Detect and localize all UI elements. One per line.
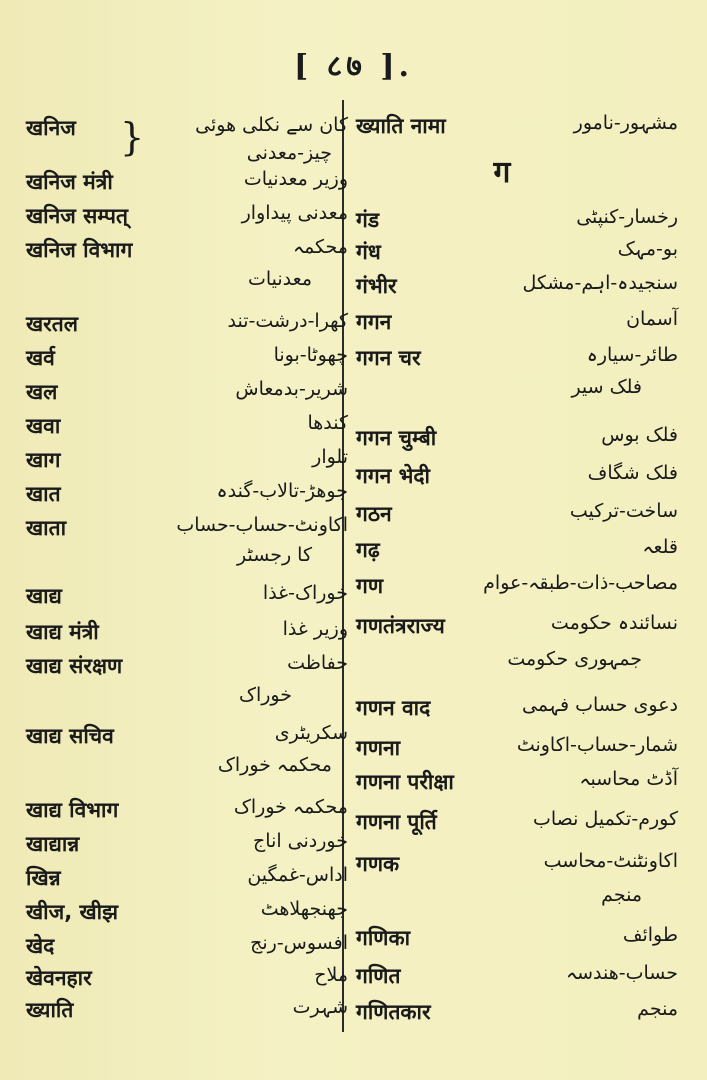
urdu-meaning: حفاظت — [287, 652, 348, 674]
entry-row — [352, 110, 682, 146]
urdu-meaning: دعوی حساب فہمی — [522, 694, 678, 716]
urdu-meaning: خوردنی اناج — [253, 830, 348, 852]
hindi-word: खेद — [26, 934, 55, 958]
hindi-word: खाता — [26, 516, 67, 540]
urdu-meaning: چھوٹا-بونا — [273, 344, 348, 366]
urdu-meaning-continued: جمہوری حکومت — [507, 648, 642, 670]
entry-row — [352, 270, 682, 306]
urdu-meaning: جوھڑ-تالاب-گندہ — [216, 480, 348, 502]
entry-continuation — [352, 374, 682, 408]
urdu-meaning: فلک بوس — [601, 424, 678, 446]
urdu-meaning: اکاونٹ-حساب-حساب — [176, 514, 348, 536]
entry-row — [22, 616, 352, 652]
hindi-word: खल — [26, 380, 58, 404]
urdu-meaning-continued: منجم — [601, 884, 642, 906]
entry-row — [352, 306, 682, 342]
urdu-meaning: وزیر معدنیات — [243, 168, 348, 190]
hindi-word: खर्व — [26, 346, 55, 370]
urdu-meaning: سنجیدہ-اہم-مشکل — [522, 272, 678, 294]
entry-row — [352, 848, 682, 884]
urdu-meaning: سکریٹری — [274, 722, 348, 744]
urdu-meaning: طائر-سیارہ — [586, 344, 678, 366]
hindi-word: खाद्य — [26, 584, 62, 608]
hindi-word: गणितकार — [356, 1000, 431, 1024]
hindi-word: गंध — [356, 240, 381, 264]
urdu-meaning: کندھا — [307, 412, 348, 434]
section-letter: ग — [493, 155, 511, 190]
hindi-word: खिन्न — [26, 866, 61, 890]
entry-row — [22, 650, 352, 686]
hindi-word: ख्याति — [26, 998, 74, 1022]
entry-row — [352, 996, 682, 1032]
entry-row — [22, 962, 352, 998]
entry-row — [22, 410, 352, 446]
hindi-word: गगन — [356, 310, 392, 334]
page-number: [ ८७ ]. — [294, 49, 413, 84]
urdu-meaning: طوائف — [622, 924, 678, 946]
entry-row — [22, 862, 352, 898]
hindi-word: खरतल — [26, 312, 78, 336]
entry-row — [352, 806, 682, 842]
urdu-meaning: رخسار-کنپٹی — [576, 206, 678, 228]
entry-row — [22, 234, 352, 270]
entry-row — [352, 534, 682, 570]
urdu-meaning: تلوار — [312, 446, 348, 468]
urdu-meaning-continued: محکمہ خوراک — [217, 754, 332, 776]
entry-row — [352, 460, 682, 496]
entry-row — [352, 732, 682, 768]
entry-row — [22, 376, 352, 412]
hindi-word: खनिज मंत्री — [26, 170, 113, 194]
hindi-word: खवा — [26, 414, 61, 438]
hindi-word: खनिज विभाग — [26, 238, 133, 262]
hindi-word: गंड — [356, 208, 380, 232]
entry-continuation — [352, 882, 682, 916]
hindi-word: गणित — [356, 964, 401, 988]
urdu-meaning: افسوس-رنج — [250, 932, 348, 954]
entry-row — [22, 308, 352, 344]
hindi-word: गगन भेदी — [356, 464, 430, 488]
urdu-meaning: وزیر غذا — [282, 618, 348, 640]
hindi-word: ख्याति नामा — [356, 114, 446, 138]
urdu-meaning: ملاح — [314, 964, 348, 986]
hindi-word: गगन चुम्बी — [356, 426, 437, 450]
urdu-meaning: کھرا-درشت-تند — [227, 310, 348, 332]
entry-row — [22, 200, 352, 236]
entry-row — [22, 580, 352, 616]
urdu-meaning: خوراک-غذا — [262, 582, 348, 604]
hindi-word: खेवनहार — [26, 966, 92, 990]
brace-symbol: } — [120, 115, 145, 159]
entry-row — [352, 960, 682, 996]
hindi-word: गंभीर — [356, 274, 397, 298]
entry-row — [22, 478, 352, 514]
hindi-word: गणक — [356, 852, 400, 876]
hindi-word: गठन — [356, 502, 392, 526]
entry-row — [352, 922, 682, 958]
hindi-word: खनिज सम्पत् — [26, 204, 128, 228]
urdu-meaning: فلک شگاف — [587, 462, 678, 484]
urdu-meaning: مصاحب-ذات-طبقہ-عوام — [483, 572, 678, 594]
entry-row — [352, 204, 682, 240]
entry-row — [22, 342, 352, 378]
hindi-word: खाद्य विभाग — [26, 798, 119, 822]
hindi-word: गणना पूर्ति — [356, 810, 437, 834]
hindi-word: गणन वाद — [356, 696, 431, 720]
urdu-meaning: حساب-هندسہ — [565, 962, 678, 984]
hindi-word: खाद्यान्न — [26, 832, 80, 856]
entry-row — [352, 570, 682, 606]
hindi-word: गणिका — [356, 926, 411, 950]
urdu-meaning: منجم — [637, 998, 678, 1020]
urdu-meaning: کان سے نکلی هوئی — [195, 114, 348, 136]
hindi-word: गण — [356, 574, 384, 598]
entry-row — [22, 444, 352, 480]
urdu-meaning: مشہور-نامور — [573, 112, 678, 134]
hindi-word: खाग — [26, 448, 61, 472]
urdu-meaning-continued: کا رجسٹر — [237, 544, 312, 566]
urdu-meaning: نسائندہ حکومت — [550, 612, 678, 634]
urdu-meaning-continued: فلک سیر — [571, 376, 642, 398]
urdu-meaning: معدنی پیداوار — [241, 202, 348, 224]
urdu-meaning: کورم-تکمیل نصاب — [532, 808, 678, 830]
hindi-word: गणतंत्रराज्य — [356, 614, 445, 638]
hindi-word: खनिज — [26, 116, 76, 140]
hindi-word: गणना परीक्षा — [356, 770, 454, 794]
urdu-meaning: جھنجھلاھٹ — [260, 898, 348, 920]
entry-row — [22, 994, 352, 1030]
entry-row — [352, 498, 682, 534]
entry-row — [22, 828, 352, 864]
urdu-meaning: بو-مہک — [617, 238, 678, 260]
entry-row — [352, 692, 682, 728]
entry-row — [352, 342, 682, 378]
hindi-word: गढ़ — [356, 538, 380, 562]
hindi-word: खाद्य मंत्री — [26, 620, 99, 644]
urdu-meaning: شہرت — [292, 996, 348, 1018]
entry-row — [22, 166, 352, 202]
urdu-meaning: آڈٹ محاسبہ — [579, 768, 678, 790]
urdu-meaning: محکمہ — [292, 236, 348, 258]
entry-continuation — [22, 542, 352, 576]
urdu-meaning: ساخت-ترکیب — [569, 500, 678, 522]
entry-row — [22, 794, 352, 830]
urdu-meaning-continued: معدنیات — [247, 268, 312, 290]
hindi-word: खात — [26, 482, 61, 506]
entry-continuation — [22, 266, 352, 300]
hindi-word: खाद्य सचिव — [26, 724, 114, 748]
hindi-word: खाद्य संरक्षण — [26, 654, 123, 678]
entry-row — [22, 930, 352, 966]
hindi-word: गणना — [356, 736, 401, 760]
entry-row — [352, 766, 682, 802]
urdu-meaning-continued: خوراک — [238, 684, 292, 706]
entry-continuation — [352, 646, 682, 680]
urdu-meaning: آسمان — [626, 308, 678, 330]
entry-row — [22, 896, 352, 932]
entry-row — [352, 610, 682, 646]
urdu-meaning: شمار-حساب-اکاونٹ — [516, 734, 678, 756]
urdu-meaning-continued: چیز-معدنی — [246, 142, 332, 164]
urdu-meaning: محکمہ خوراک — [233, 796, 348, 818]
urdu-meaning: قلعہ — [642, 536, 678, 558]
entry-row — [352, 236, 682, 272]
urdu-meaning: اکاونٹنٹ-محاسب — [543, 850, 678, 872]
entry-continuation — [22, 682, 352, 716]
entry-row — [352, 422, 682, 458]
urdu-meaning: شریر-بدمعاش — [235, 378, 348, 400]
entry-continuation — [22, 752, 352, 786]
hindi-word: खीज, खीझ — [26, 900, 118, 924]
hindi-word: गगन चर — [356, 346, 421, 370]
urdu-meaning: اداس-غمگین — [247, 864, 348, 886]
entry-row — [22, 720, 352, 756]
